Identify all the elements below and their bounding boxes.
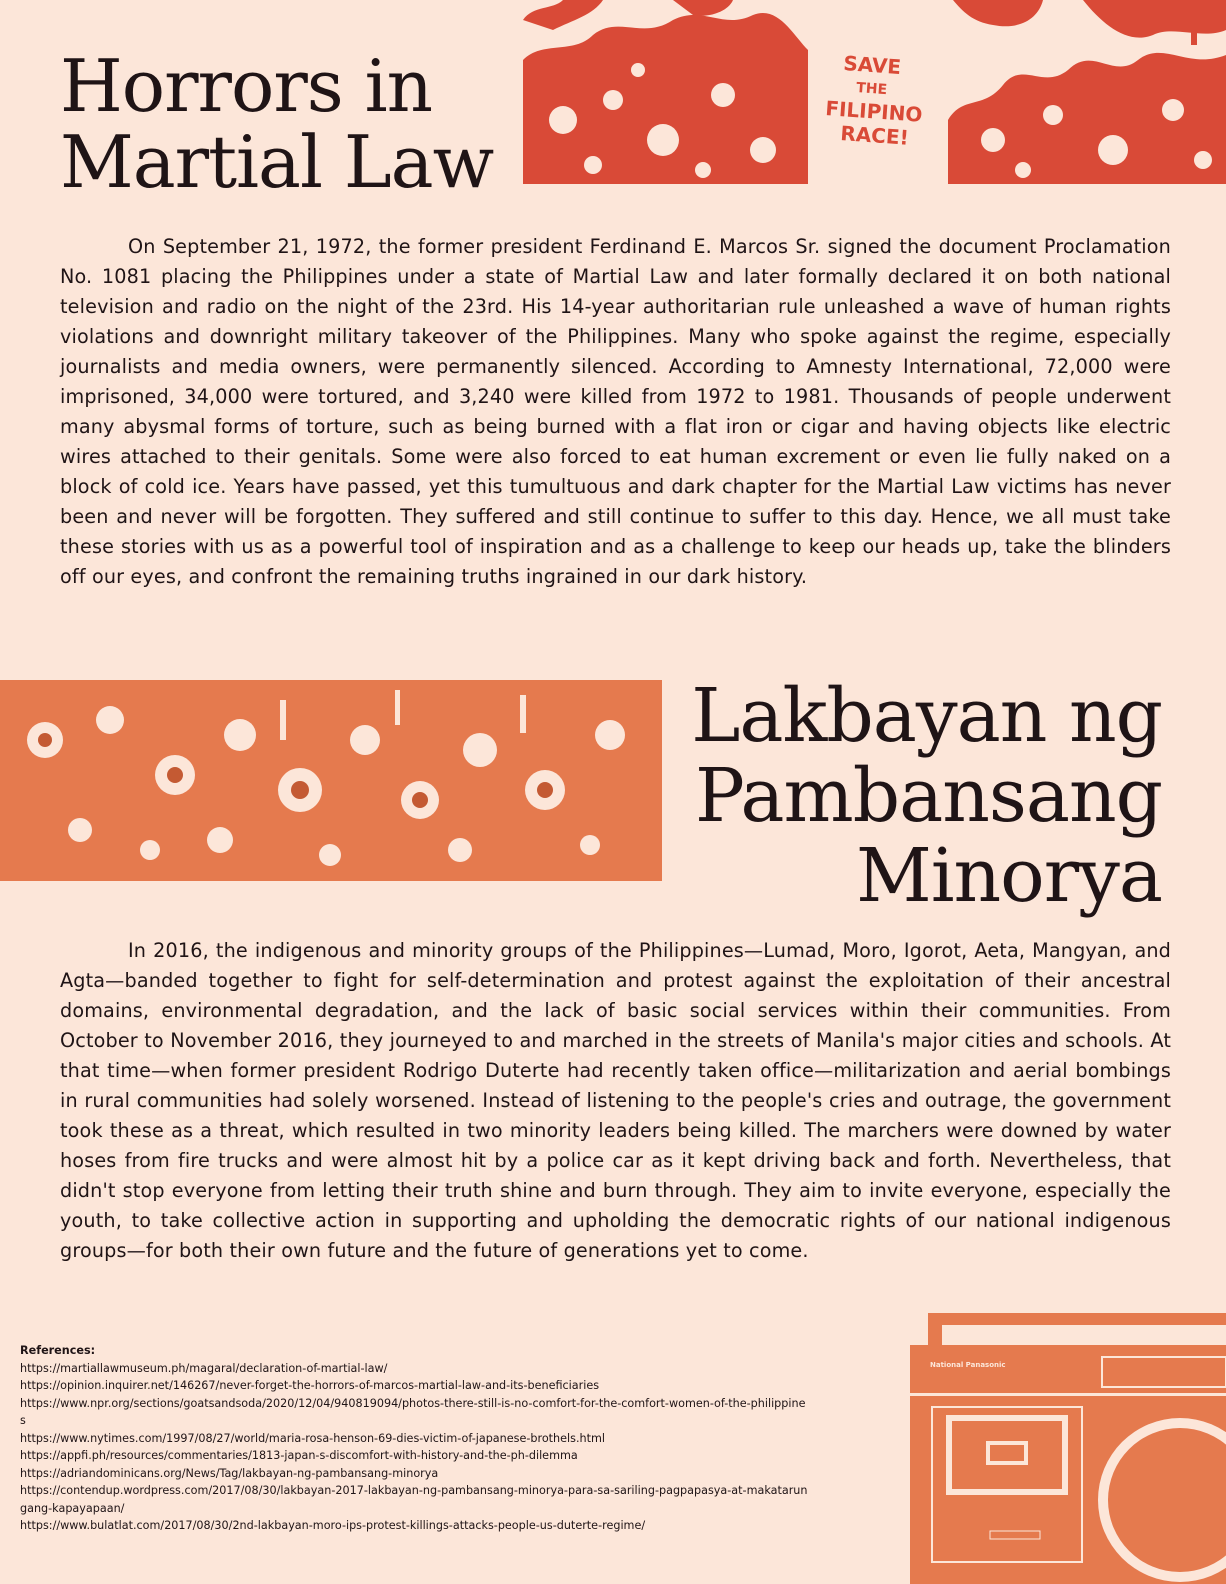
sign-line-2: THE [855, 80, 888, 99]
sign-line-4: RACE! [839, 121, 910, 150]
sign-line-3: FILIPINO [824, 96, 924, 127]
reference-link-3[interactable]: https://www.npr.org/sections/goatsandsoda/2020/12/04/940819094/photos-there-still-is-no-comfort-for-the-comfort-women-of-the-philippines [20, 1396, 806, 1427]
reference-link-1[interactable]: https://martiallawmuseum.ph/magaral/declaration-of-martial-law/ [20, 1361, 388, 1375]
references-heading: References: [20, 1344, 96, 1357]
save-the-filipino-race-sign [825, 51, 924, 150]
radio-artwork [910, 1305, 1226, 1584]
reference-link-5[interactable]: https://appfi.ph/resources/commentaries/1813-japan-s-discomfort-with-history-and-the-ph-dilemma [20, 1449, 578, 1462]
section1-paragraph: On September 21, 1972, the former president Ferdinand E. Marcos Sr. signed the document Proclamation No. 1081 placing the Philippines under a state of Martial Law and later formally declared it on both national television and radio on the night of the 23rd. His 14-year authoritarian rule unleashed a wave of human rights violations and downright military takeover of the Philippines. Many who spoke against the regime, especially journalists and media owners, were permanently silenced. According to Amnesty International, 72,000 were imprisoned, 34,000 were tortured, and 3,240 were killed from 1972 to 1981. Thousands of people underwent many abysmal forms of torture, such as being burned with a flat iron or cigar and having objects like electric wires attached to their genitals. Some were also forced to eat human excrement or even lie fully naked on a block of cold ice. Years have passed, yet this tumultuous and dark chapter for the Martial Law victims has never been and never will be forgotten. They suffered and still continue to suffer to this day. Hence, we all must take these stories with us as a powerful tool of inspiration and as a challenge to keep our heads up, take the blinders off our eyes, and confront the remaining truths ingrained in our dark history. [60, 235, 1171, 588]
cassette-radio-illustration [910, 1305, 1226, 1584]
section2-title: Lakbayan ng Pambansang Minorya [691, 673, 1162, 919]
crowd-artwork [0, 680, 662, 881]
reference-link-2[interactable]: https://opinion.inquirer.net/146267/never-forget-the-horrors-of-marcos-martial-law-and-its-beneficiaries [20, 1379, 600, 1392]
crowd-illustration [0, 680, 662, 881]
reference-link-4[interactable]: https://www.nytimes.com/1997/08/27/world/maria-rosa-henson-69-dies-victim-of-japanese-brothels.html [20, 1431, 606, 1445]
reference-link-8[interactable]: https://www.bulatlat.com/2017/08/30/2nd-lakbayan-moro-ips-protest-killings-attacks-people-us-duterte-regime/ [20, 1519, 646, 1532]
reference-link-6[interactable]: https://adriandominicans.org/News/Tag/lakbayan-ng-pambansang-minorya [20, 1466, 439, 1480]
protest-illustration [523, 0, 1226, 184]
protest-artwork [523, 0, 1226, 184]
section1-title: Horrors in Martial Law [60, 44, 494, 204]
radio-brand: National Panasonic [930, 1361, 1006, 1369]
sign-line-1: SAVE [842, 51, 902, 80]
section2-paragraph: In 2016, the indigenous and minority groups of the Philippines—Lumad, Moro, Igorot, Aeta, Mangyan, and Agta—banded together to fight for self-determination and protest against the exploitation of their ancestral domains, environmental degradation, and the lack of basic social services within their communities. From October to November 2016, they journeyed to and marched in the streets of Manila's major cities and schools. At that time—when former president Rodrigo Duterte had recently taken office—militarization and aerial bombings in rural communities had solely worsened. Instead of listening to the people's cries and outrage, the government took these as a threat, which resulted in two minority leaders being killed. The marchers were downed by water hoses from fire trucks and were almost hit by a police car as it kept driving back and forth. Nevertheless, that didn't stop everyone from letting their truth shine and burn through. They aim to invite everyone, especially the youth, to take collective action in supporting and upholding the democratic rights of our national indigenous groups—for both their own future and the future of generations yet to come. [60, 939, 1171, 1262]
references-list [20, 1342, 810, 1535]
reference-link-7[interactable]: https://contendup.wordpress.com/2017/08/30/lakbayan-2017-lakbayan-ng-pambansang-minorya-para-sa-sariling-pagpapasya-at-makatarungang-kapayapaan/ [20, 1484, 808, 1515]
